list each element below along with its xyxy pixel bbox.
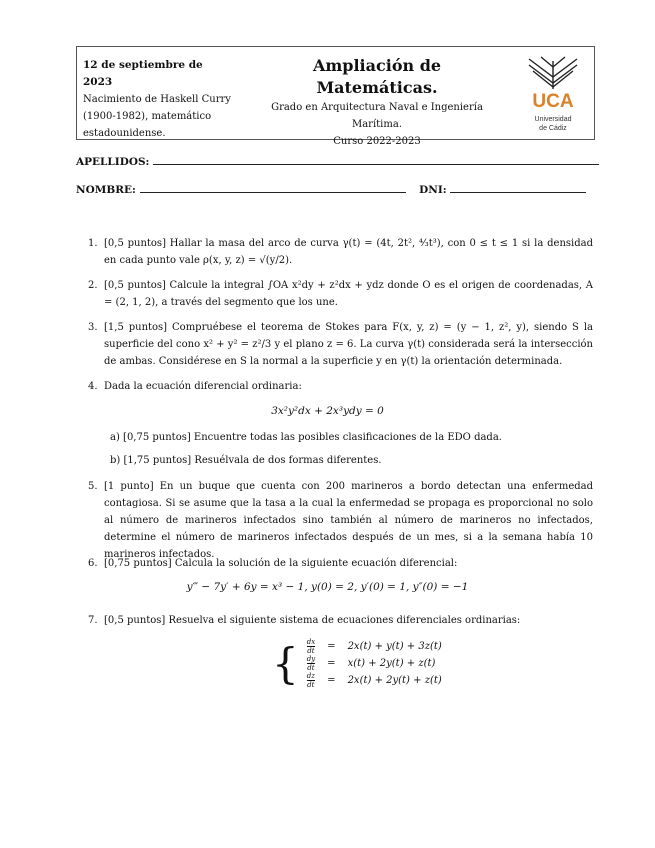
question-1: [88, 235, 593, 269]
question-text: [0,5 puntos] Resuelva el siguiente sistema de ecuaciones diferenciales ordinarias:: [104, 615, 521, 626]
surname-input[interactable]: [153, 154, 599, 165]
question-text: [0,75 puntos] Calcula la solución de la siguiente ecuación diferencial:: [104, 558, 458, 569]
question-number: 4.: [88, 381, 98, 392]
question-6: [88, 555, 593, 572]
degree-line-1: Grado en Arquitectura Naval e Ingeniería: [271, 102, 483, 113]
question-7: [88, 612, 593, 629]
name-dni-row: [76, 182, 586, 196]
note-line-1: Nacimiento de Haskell Curry: [83, 94, 231, 105]
system-row-2: x(t) + 2y(t) + z(t): [347, 658, 436, 669]
question-number: 2.: [88, 280, 98, 291]
question-number: 3.: [88, 322, 98, 333]
header-box: [76, 46, 595, 147]
question-number: 7.: [88, 615, 98, 626]
question-2: [88, 277, 593, 311]
question-number: 5.: [88, 481, 98, 492]
question-number: 6.: [88, 558, 98, 569]
system-row-1: 2x(t) + y(t) + 3z(t): [347, 641, 442, 652]
degree-line-2: Marítima.: [351, 119, 403, 130]
header-center: [257, 55, 497, 150]
note-line-2: (1900-1982), matemático: [83, 111, 212, 122]
page-title: Ampliación de Matemáticas.: [312, 56, 442, 97]
question-text: [1,5 puntos] Compruébese el teorema de Stokes para F(x, y, z) = (y − 1, z², y), siendo S la superficie del cono x² + y² = z²/3 y el plano z = 6. La curva γ(t) considerada será la intersección de ambas. Considérese en S la normal a la superficie y en γ(t) la orientación determinada.: [104, 322, 593, 367]
system-row-3: 2x(t) + 2y(t) + z(t): [347, 675, 442, 686]
surname-label: APELLIDOS:: [76, 156, 150, 168]
surname-row: [76, 154, 599, 168]
equation-6: y‴ − 7y′ + 6y = x³ − 1, y(0) = 2, y′(0) = 1, y″(0) = −1: [186, 581, 469, 593]
equation-4: 3x²y²dx + 2x³ydy = 0: [271, 405, 384, 417]
question-text: Dada la ecuación diferencial ordinaria:: [104, 381, 302, 392]
question-3: [88, 319, 593, 370]
exam-date: 12 de septiembre de 2023: [83, 59, 203, 88]
note-line-3: estadounidense.: [83, 128, 166, 139]
question-4a: a) [0,75 puntos] Encuentre todas las posibles clasificaciones de la EDO dada.: [110, 432, 502, 443]
question-text: [0,5 puntos] Calcule la integral ∫OA x²dy + z²dx + ydz donde O es el origen de coordenadas, A = (2, 1, 2), a través del segmento que los une.: [104, 280, 593, 308]
logo-sub-1: Universidad: [534, 116, 572, 123]
name-label: NOMBRE:: [76, 184, 136, 196]
question-4: [88, 378, 593, 395]
question-number: 1.: [88, 238, 98, 249]
dni-label: DNI:: [419, 184, 447, 196]
question-4b: b) [1,75 puntos] Resuélvala de dos formas diferentes.: [110, 455, 382, 466]
name-input[interactable]: [140, 182, 406, 193]
question-5: [88, 478, 593, 563]
logo-text: UCA: [532, 91, 574, 112]
uca-emblem-icon: [515, 51, 591, 137]
dni-input[interactable]: [450, 182, 586, 193]
brace-icon: {: [272, 638, 299, 688]
question-text: [0,5 puntos] Hallar la masa del arco de curva γ(t) = (4t, 2t², ⁴⁄₃t³), con 0 ≤ t ≤ 1 si la densidad en cada punto vale ρ(x, y, z) = √(y/2).: [104, 238, 593, 266]
question-text: [1 punto] En un buque que cuenta con 200 marineros a bordo detectan una enfermedad contagiosa. Si se asume que la tasa a la cual la enfermedad se propaga es proporcional no solo al número de marineros infectados sino también al número de marineros no infectados, determine el número de marineros infectados después de un mes, si a la semana había 10 marineros infectados.: [104, 481, 593, 560]
ode-system: { $\frac{dx}{dt}$ = 2x(t) + y(t) + 3z(t) $\frac{dy}{dt}$ = x(t) + 2y(t) + z(t) $\frac{dz}{dt}$ = 2x(t) + 2y(t) + z(t): [272, 638, 442, 689]
header-left: [83, 57, 233, 142]
logo-sub-2: de Cádiz: [539, 125, 567, 132]
course-label: Curso 2022-2023: [333, 136, 421, 147]
university-logo: [515, 51, 591, 137]
